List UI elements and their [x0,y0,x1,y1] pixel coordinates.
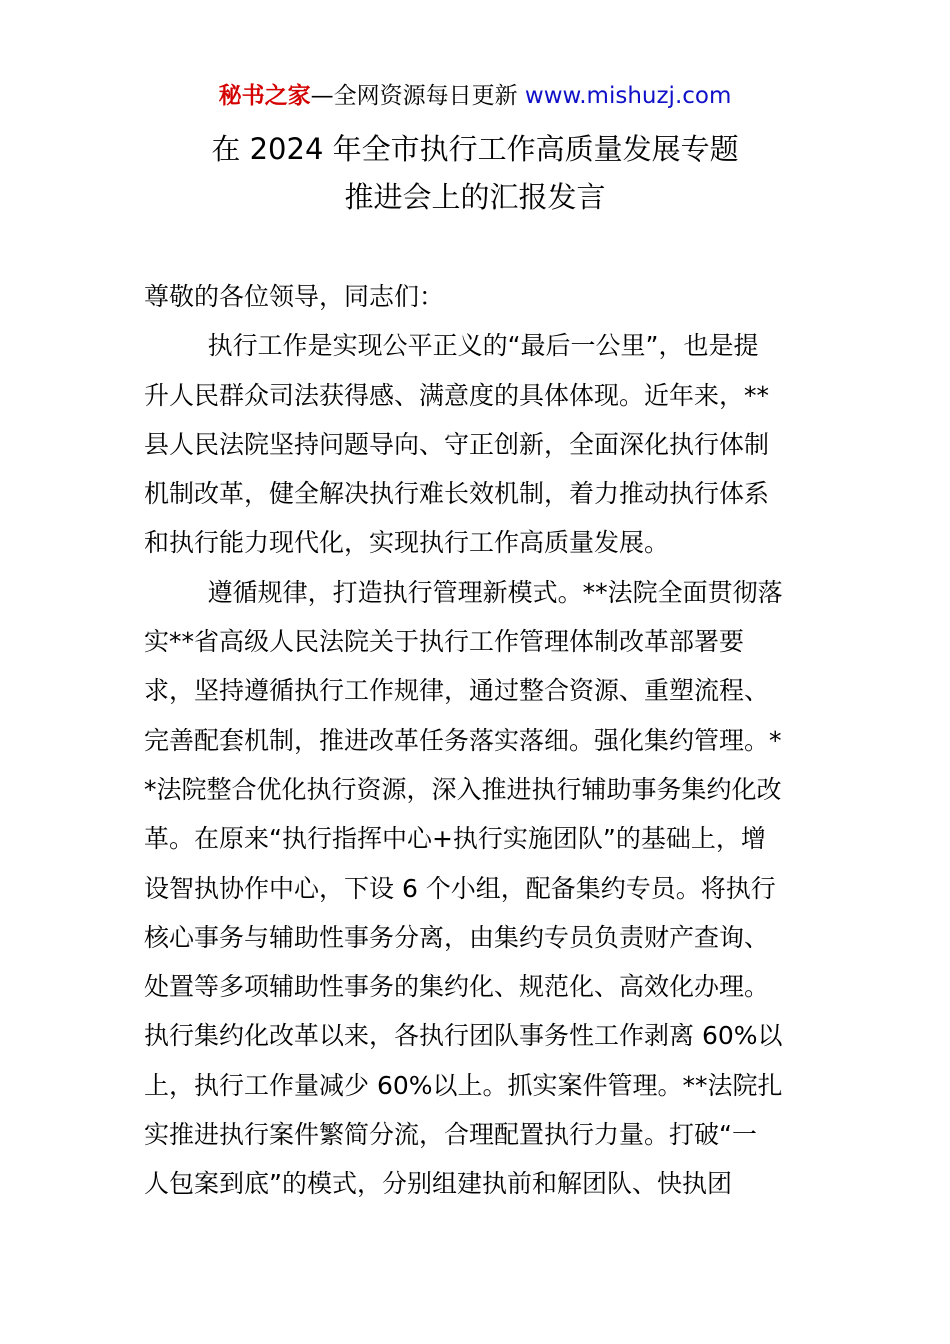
document-body [144,272,806,1209]
body-line: *法院整合优化执行资源，深入推进执行辅助事务集约化改 [144,774,782,804]
body-line: 机制改革，健全解决执行难长效机制，着力推动执行体系 [144,479,770,509]
body-line: 核心事务与辅助性事务分离，由集约专员负责财产查询、 [144,922,770,952]
body-line: 升人民群众司法获得感、满意度的具体体现。近年来，** [144,380,770,410]
body-line: 遵循规律，打造执行管理新模式。**法院全面贯彻落 [144,577,783,607]
site-url-link[interactable]: www.mishuzj.com [524,83,732,109]
body-line: 执行工作是实现公平正义的“最后一公里”，也是提 [144,331,759,361]
body-line: 实推进执行案件繁简分流，合理配置执行力量。打破“一 [144,1120,757,1150]
document-title-line-1: 在 2024 年全市执行工作高质量发展专题 [211,132,739,166]
body-line: 人包案到底”的模式，分别组建执前和解团队、快执团 [144,1169,732,1199]
header-tagline: —全网资源每日更新 [310,83,525,109]
body-line: 执行集约化改革以来，各执行团队事务性工作剥离 60%以 [144,1021,783,1051]
body-line: 革。在原来“执行指挥中心+执行实施团队”的基础上，增 [144,824,766,854]
body-line: 实**省高级人民法院关于执行工作管理体制改革部署要 [144,627,745,657]
body-line: 和执行能力现代化，实现执行工作高质量发展。 [144,528,670,558]
body-line: 完善配套机制，推进改革任务落实落细。强化集约管理。* [144,725,782,755]
body-line: 设智执协作中心，下设 6 个小组，配备集约专员。将执行 [144,873,776,903]
document-title-line-2: 推进会上的汇报发言 [344,180,606,214]
body-line: 处置等多项辅助性事务的集约化、规范化、高效化办理。 [144,972,770,1002]
body-line: 尊敬的各位领导，同志们： [144,282,445,311]
body-line: 县人民法院坚持问题导向、守正创新，全面深化执行体制 [144,429,770,459]
body-line: 上，执行工作量减少 60%以上。抓实案件管理。**法院扎 [144,1070,783,1100]
body-line: 求，坚持遵循执行工作规律，通过整合资源、重塑流程、 [144,676,770,706]
brand-name: 秘书之家 [218,83,311,109]
site-header [0,80,950,112]
